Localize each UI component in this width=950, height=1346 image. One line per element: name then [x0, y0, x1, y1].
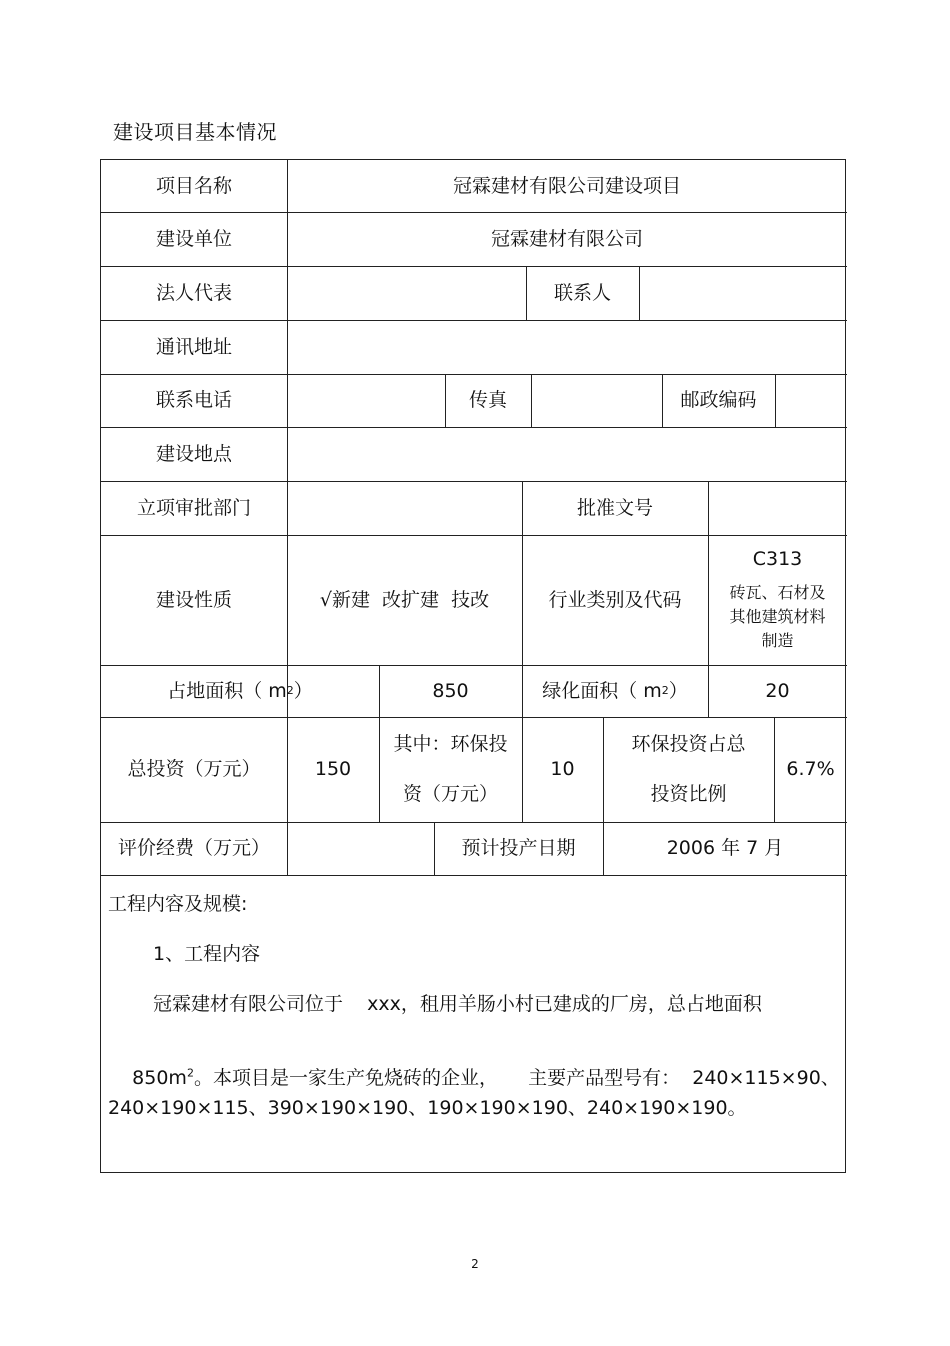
env-investment-value: 10: [550, 758, 575, 781]
address-value: [287, 320, 847, 374]
env-investment-label: [379, 717, 522, 822]
ratio-label-1: 环保投资占总: [631, 733, 746, 756]
industry-desc-2: 其他建筑材料: [729, 607, 826, 627]
area-label-text: 占地面积（ m: [167, 679, 287, 702]
investment-value: 150: [314, 758, 352, 781]
scope-line-2-b: 。本项目是一家生产免烧砖的企业， 主要产品型号有： 240×115×90、: [193, 1067, 840, 1089]
industry-code-cell: [708, 535, 847, 665]
postcode-label: 邮政编码: [680, 389, 757, 412]
green-label-end: ）: [668, 679, 688, 702]
contact-value: [639, 266, 847, 320]
area-label-end: ）: [293, 679, 313, 702]
env-ratio-label: [603, 717, 774, 822]
green-area-value: 20: [765, 679, 790, 702]
scope-line-3: 240×190×115、390×190×190、190×190×190、240×190×190。: [108, 1097, 747, 1119]
fee-label: 评价经费（万元）: [117, 837, 270, 860]
green-label-sup: 2: [661, 683, 669, 697]
ratio-label-2: 投资比例: [650, 782, 727, 805]
nature-value: √新建 改扩建 技改: [319, 588, 490, 611]
approval-dept-label: 立项审批部门: [136, 496, 251, 519]
fax-label: 传真: [468, 389, 507, 412]
location-value: [287, 427, 847, 481]
approval-doc-value: [708, 481, 847, 535]
section-title: 建设项目基本情况: [113, 120, 277, 144]
industry-desc-3: 制造: [761, 631, 794, 651]
phone-value: [287, 374, 445, 427]
approval-doc-label: 批准文号: [576, 496, 653, 519]
production-date-label: 预计投产日期: [461, 837, 576, 860]
industry-label: 行业类别及代码: [548, 588, 682, 611]
scope-heading: 工程内容及规模:: [108, 893, 248, 915]
builder-label: 建设单位: [155, 227, 232, 250]
builder-value: 冠霖建材有限公司: [490, 227, 643, 250]
area-label-sup: 2: [286, 683, 294, 697]
contact-label: 联系人: [553, 281, 611, 304]
legal-rep-value: [287, 266, 526, 320]
area-value: 850: [432, 679, 469, 702]
address-label: 通讯地址: [155, 335, 232, 358]
fax-value: [531, 374, 662, 427]
location-label: 建设地点: [155, 442, 232, 465]
phone-label: 联系电话: [155, 389, 232, 412]
legal-rep-label: 法人代表: [155, 281, 232, 304]
green-label-text: 绿化面积（ m: [542, 679, 662, 702]
industry-desc-1: 砖瓦、石材及: [729, 583, 826, 603]
investment-label: 总投资（万元）: [127, 758, 261, 781]
page-number: 2: [471, 1257, 479, 1271]
env-label-1: 其中：环保投: [393, 733, 508, 756]
project-name-value: 冠霖建材有限公司建设项目: [452, 174, 681, 197]
green-area-label: [522, 665, 708, 717]
postcode-value: [775, 374, 847, 427]
nature-label: 建设性质: [155, 588, 232, 611]
production-date-value: 2006 年 7 月: [666, 837, 784, 860]
project-name-label: 项目名称: [155, 174, 232, 197]
approval-dept-value: [287, 481, 522, 535]
project-info-table: [100, 159, 846, 1173]
scope-line-1: 冠霖建材有限公司位于 xxx，租用羊肠小村已建成的厂房，总占地面积: [153, 993, 762, 1015]
env-label-2: 资（万元）: [402, 782, 498, 805]
scope-line-2-a: 850m: [132, 1067, 187, 1089]
area-label: [101, 665, 379, 717]
scope-line-2-sup: 2: [186, 1066, 194, 1080]
env-ratio-value: 6.7%: [786, 758, 835, 781]
scope-subheading: 1、工程内容: [153, 943, 261, 965]
industry-code: C313: [752, 547, 803, 570]
fee-value: [287, 822, 434, 875]
